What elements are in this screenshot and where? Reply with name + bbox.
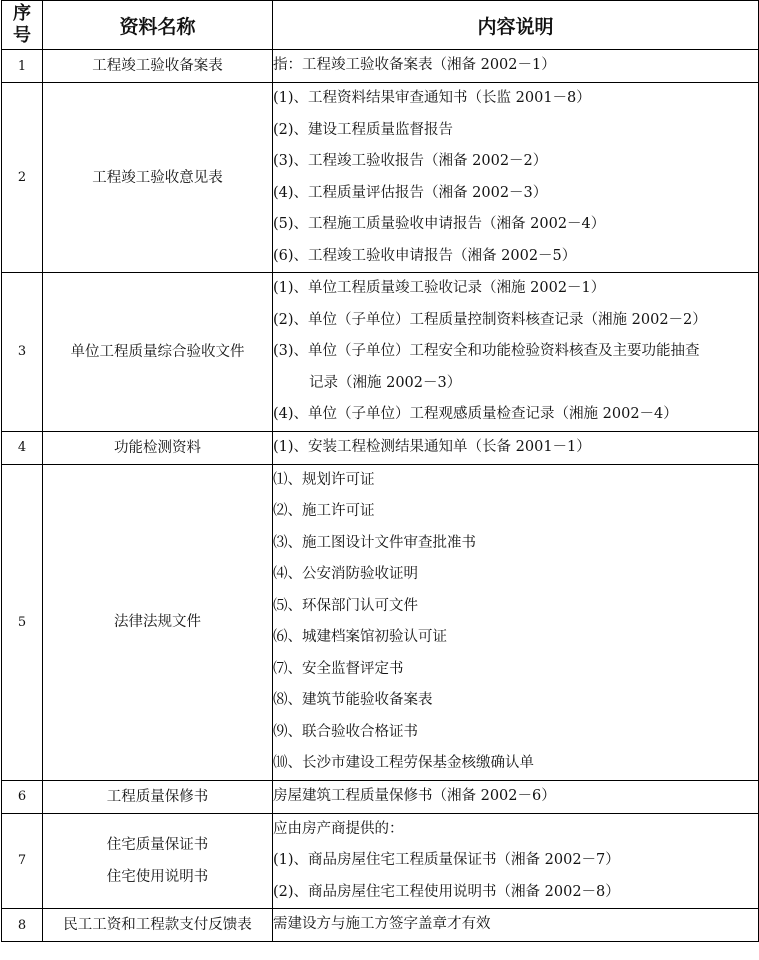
header-num-bottom: 号 (13, 25, 31, 46)
table-row (2, 813, 759, 909)
row-name: 法律法规文件 (43, 464, 273, 780)
desc-line: ⑽、长沙市建设工程劳保基金核缴确认单 (273, 755, 534, 771)
row-desc (273, 780, 759, 813)
row-desc (273, 813, 759, 909)
desc-line: ⑼、联合验收合格证书 (273, 723, 418, 740)
desc-line: 房屋建筑工程质量保修书（湘备 2002－6） (273, 787, 556, 804)
row-name (43, 813, 273, 909)
row-name-line: 住宅质量保证书 (106, 836, 209, 853)
row-num: 3 (2, 273, 43, 432)
header-row (2, 1, 759, 50)
table-row (2, 50, 759, 83)
table-row (2, 909, 759, 942)
desc-line: (3)、单位（子单位）工程安全和功能检验资料核查及主要功能抽查 (273, 343, 700, 359)
row-desc (273, 464, 759, 780)
header-name: 资料名称 (43, 1, 273, 50)
desc-line: ⑶、施工图设计文件审查批准书 (273, 534, 476, 551)
row-num: 8 (2, 909, 43, 942)
table-row (2, 431, 759, 464)
desc-line: (3)、工程竣工验收报告（湘备 2002－2） (273, 153, 548, 169)
desc-line: (1)、单位工程质量竣工验收记录（湘施 2002－1） (273, 280, 606, 296)
desc-line: (6)、工程竣工验收申请报告（湘备 2002－5） (273, 247, 577, 264)
desc-line: (4)、工程质量评估报告（湘备 2002－3） (273, 184, 548, 201)
desc-line: (2)、单位（子单位）工程质量控制资料核查记录（湘施 2002－2） (273, 311, 707, 328)
row-name: 单位工程质量综合验收文件 (43, 273, 273, 432)
desc-line: (1)、工程资料结果审查通知书（长监 2001－8） (273, 90, 591, 106)
row-num: 5 (2, 464, 43, 780)
desc-line: ⑷、公安消防验收证明 (273, 566, 418, 582)
row-desc (273, 909, 759, 942)
row-name: 工程竣工验收备案表 (43, 50, 273, 83)
row-num: 7 (2, 813, 43, 909)
row-num: 2 (2, 83, 43, 273)
row-desc (273, 273, 759, 432)
desc-line: 应由房产商提供的： (273, 820, 404, 837)
header-desc: 内容说明 (273, 1, 759, 50)
desc-line: 需建设方与施工方签字盖章才有效 (273, 916, 491, 933)
desc-line: (5)、工程施工质量验收申请报告（湘备 2002－4） (273, 216, 606, 232)
row-name: 工程质量保修书 (43, 780, 273, 813)
table-row (2, 464, 759, 780)
table-row (2, 780, 759, 813)
desc-line: (2)、商品房屋住宅工程使用说明书（湘备 2002－8） (273, 883, 620, 900)
desc-line: ⑵、施工许可证 (273, 503, 375, 519)
row-num: 4 (2, 431, 43, 464)
desc-line: (1)、安装工程检测结果通知单（长备 2001－1） (273, 438, 591, 455)
row-name: 民工工资和工程款支付反馈表 (43, 909, 273, 942)
row-num: 1 (2, 50, 43, 83)
row-name-line: 住宅使用说明书 (106, 868, 209, 885)
row-desc (273, 50, 759, 83)
header-num (2, 1, 43, 50)
header-num-top: 序 (13, 3, 31, 24)
desc-line: (2)、建设工程质量监督报告 (273, 121, 454, 138)
row-num: 6 (2, 780, 43, 813)
row-desc (273, 83, 759, 273)
desc-line: ⑺、安全监督评定书 (273, 660, 404, 677)
desc-line: (4)、单位（子单位）工程观感质量检查记录（湘施 2002－4） (273, 406, 678, 422)
desc-line: (1)、商品房屋住宅工程质量保证书（湘备 2002－7） (273, 852, 620, 868)
desc-line: 记录（湘施 2002－3） (309, 374, 462, 391)
desc-line: ⑴、规划许可证 (273, 471, 375, 488)
row-desc (273, 431, 759, 464)
table-row (2, 83, 759, 273)
row-name: 工程竣工验收意见表 (43, 83, 273, 273)
desc-line: 指：工程竣工验收备案表（湘备 2002－1） (273, 57, 556, 74)
desc-line: ⑻、建筑节能验收备案表 (273, 692, 433, 708)
desc-line: ⑸、环保部门认可文件 (273, 597, 418, 614)
document-table (1, 0, 759, 942)
desc-line: ⑹、城建档案馆初验认可证 (273, 629, 447, 645)
row-name: 功能检测资料 (43, 431, 273, 464)
table-row (2, 273, 759, 432)
